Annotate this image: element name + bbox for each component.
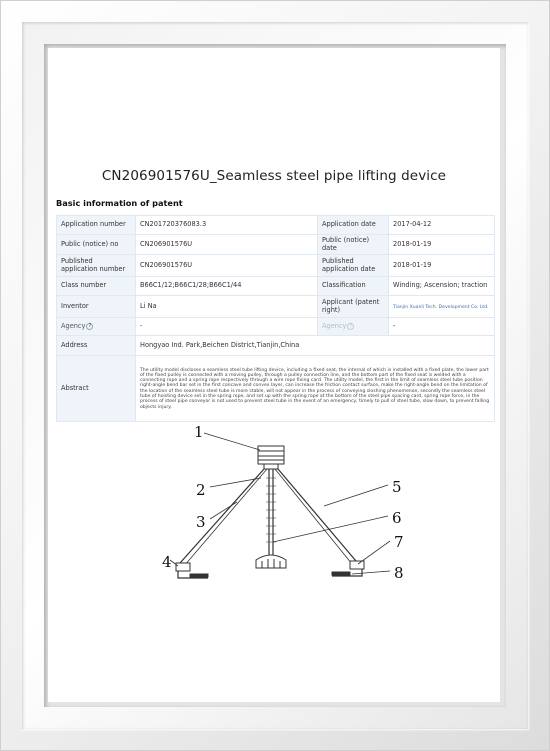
patent-document: [48, 48, 500, 702]
center-base: [256, 555, 286, 568]
label-public-notice-no: Public (notice) no: [57, 235, 136, 255]
label-application-date: Application date: [318, 216, 389, 235]
figure-label-5: 5: [392, 478, 402, 496]
figure-label-8: 8: [394, 564, 404, 582]
label-application-number: Application number: [57, 216, 136, 235]
table-row: [57, 255, 495, 277]
page-title: CN206901576U_Seamless steel pipe lifting device: [101, 168, 447, 184]
patent-info-table: [56, 215, 495, 422]
table-row: [57, 336, 495, 356]
label-public-notice-date: Public (notice) date: [318, 235, 389, 255]
help-icon[interactable]: ?: [86, 323, 93, 330]
patent-drawing: [116, 420, 436, 595]
figure-label-1: 1: [194, 423, 204, 441]
right-clamp: [350, 561, 364, 569]
figure-label-7: 7: [394, 533, 404, 551]
label-address: Address: [57, 336, 136, 356]
table-row: [57, 296, 495, 318]
figure-label-2: 2: [196, 481, 206, 499]
value-class-number: B66C1/12;B66C1/28;B66C1/44: [136, 277, 318, 296]
value-address: Hongyao Ind. Park,Beichen District,Tianjin,China: [136, 336, 495, 356]
figure-label-6: 6: [392, 509, 402, 527]
value-public-notice-no: CN206901576U: [136, 235, 318, 255]
value-agency: -: [136, 318, 318, 336]
fixed-seat: [258, 446, 284, 464]
connecting-rope: [180, 469, 264, 563]
label-published-application-number: Published application number: [57, 255, 136, 277]
value-agency-secondary: -: [389, 318, 495, 336]
label-agency: Agency ?: [57, 318, 136, 336]
value-applicant: [389, 296, 495, 318]
figure-label-3: 3: [196, 513, 206, 531]
table-row: [57, 318, 495, 336]
section-title: Basic information of patent: [56, 198, 183, 208]
label-published-application-date: Published application date: [318, 255, 389, 277]
applicant-link[interactable]: Tianjin Xuanli Tech. Development Co. Ltd.: [393, 304, 489, 310]
table-row: [57, 235, 495, 255]
right-steel-tube: [332, 572, 350, 575]
value-classification: Winding; Ascension; traction: [389, 277, 495, 296]
table-row: [57, 356, 495, 422]
table-row: [57, 216, 495, 235]
label-applicant: Applicant (patent right): [318, 296, 389, 318]
label-abstract: Abstract: [57, 356, 136, 422]
left-steel-tube: [190, 574, 208, 577]
value-public-notice-date: 2018-01-19: [389, 235, 495, 255]
label-classification: Classification: [318, 277, 389, 296]
value-inventor: Li Na: [136, 296, 318, 318]
value-application-date: 2017-04-12: [389, 216, 495, 235]
left-clamp: [176, 563, 190, 571]
figure-label-4: 4: [162, 553, 172, 571]
label-inventor: Inventor: [57, 296, 136, 318]
value-published-application-date: 2018-01-19: [389, 255, 495, 277]
value-abstract: The utility model discloses a seamless steel tube lifting device, including a fixed seat, the internal of which is installed with a fixed plate, the lower part of the fixed pulley is connected with a moving pulley, through a pulley connection line, and the bottom part of the fixed seat is welded with a connecting rope and a spring rope respectively through a wire rope fixing card. The utility model, the first in the limit of seamless steel tube position right-angle bend bar set in the first concave and convex layer, can increase the friction contact surface, make the right-angle bend on the limitation of the location of the seamless steel tube is more stable, will not appear in the process of conveying sloshing phenomenon, secondly the seamless steel tube of hoisting device set in the spring rope, and set up with the spring rope at the bottom of the steel pipe spacing card, spring rope force, in the process of steel pipe conveyor is not used to prevent steel tube in the event of an emergency, timely to pull of steel tube, slow down, to prevent falling objects injury.: [136, 356, 495, 422]
label-class-number: Class number: [57, 277, 136, 296]
help-icon[interactable]: ?: [347, 323, 354, 330]
spring-rope: [278, 469, 356, 561]
table-row: [57, 277, 495, 296]
label-agency-secondary: Agency ?: [318, 318, 389, 336]
value-application-number: CN201720376083.3: [136, 216, 318, 235]
value-published-application-number: CN206901576U: [136, 255, 318, 277]
